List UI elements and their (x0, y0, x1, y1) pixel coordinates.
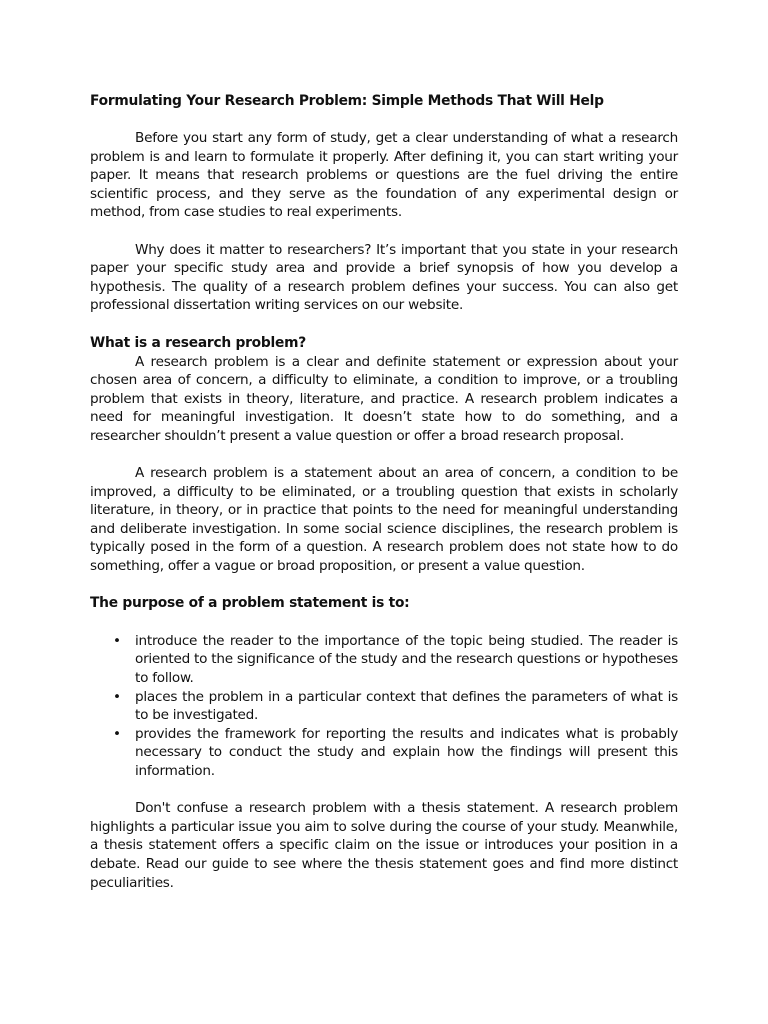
document-page (90, 92, 678, 892)
document-title: Formulating Your Research Problem: Simple Methods That Will Help (90, 93, 604, 109)
section-heading-purpose: The purpose of a problem statement is to: (90, 595, 410, 612)
intro-paragraph-1: Before you start any form of study, get a clear understanding of what a research problem is and learn to formulate it properly. After defining it, you can start writing your paper. It means that research problems or questions are the fuel driving the entire scientific process, and they serve as the foundation of any experimental design or method, from case studies to real experiments. (90, 130, 678, 221)
bullet-icon: • (113, 688, 121, 705)
definition-paragraph-2: A research problem is a statement about an area of concern, a condition to be improved, a difficulty to be eliminated, or a troubling question that exists in scholarly literature, in theory, or in practice that points to the need for meaningful understanding and deliberate investigation. In some social science disciplines, the research problem is typically posed in the form of a question. A research problem does not state how to do something, offer a vague or broad proposition, or present a value question. (90, 465, 678, 575)
section-heading-what-is: What is a research problem? (90, 334, 307, 351)
purpose-list (90, 632, 678, 781)
purpose-list-item (113, 688, 678, 725)
bullet-icon: • (113, 725, 121, 742)
closing-paragraph: Don't confuse a research problem with a thesis statement. A research problem highlights a particular issue you aim to solve during the course of your study. Meanwhile, a thesis statement offers a specific claim on the issue or introduces your position in a debate. Read our guide to see where the thesis statement goes and find more distinct peculiarities. (90, 800, 678, 891)
purpose-list-item (113, 725, 678, 781)
bullet-icon: • (113, 632, 121, 649)
purpose-list-item-text: provides the framework for reporting the results and indicates what is probably necessary to conduct the study and explain how the findings will present this information. (135, 725, 678, 779)
definition-paragraph-1: A research problem is a clear and definite statement or expression about your chosen area of concern, a difficulty to eliminate, a condition to improve, or a troubling problem that exists in theory, literature, and practice. A research problem indicates a need for meaningful investigation. It doesn’t state how to do something, and a researcher shouldn’t present a value question or offer a broad research proposal. (90, 353, 678, 444)
purpose-list-item (113, 632, 678, 688)
purpose-list-item-text: introduce the reader to the importance of the topic being studied. The reader is oriented to the significance of the study and the research questions or hypotheses to follow. (135, 632, 678, 687)
intro-paragraph-2: Why does it matter to researchers? It’s important that you state in your research paper your specific study area and provide a brief synopsis of how you develop a hypothesis. The quality of a research problem defines your success. You can also get professional dissertation writing services on our website. (90, 241, 678, 314)
purpose-list-item-text: places the problem in a particular context that defines the parameters of what is to be investigated. (135, 688, 678, 724)
